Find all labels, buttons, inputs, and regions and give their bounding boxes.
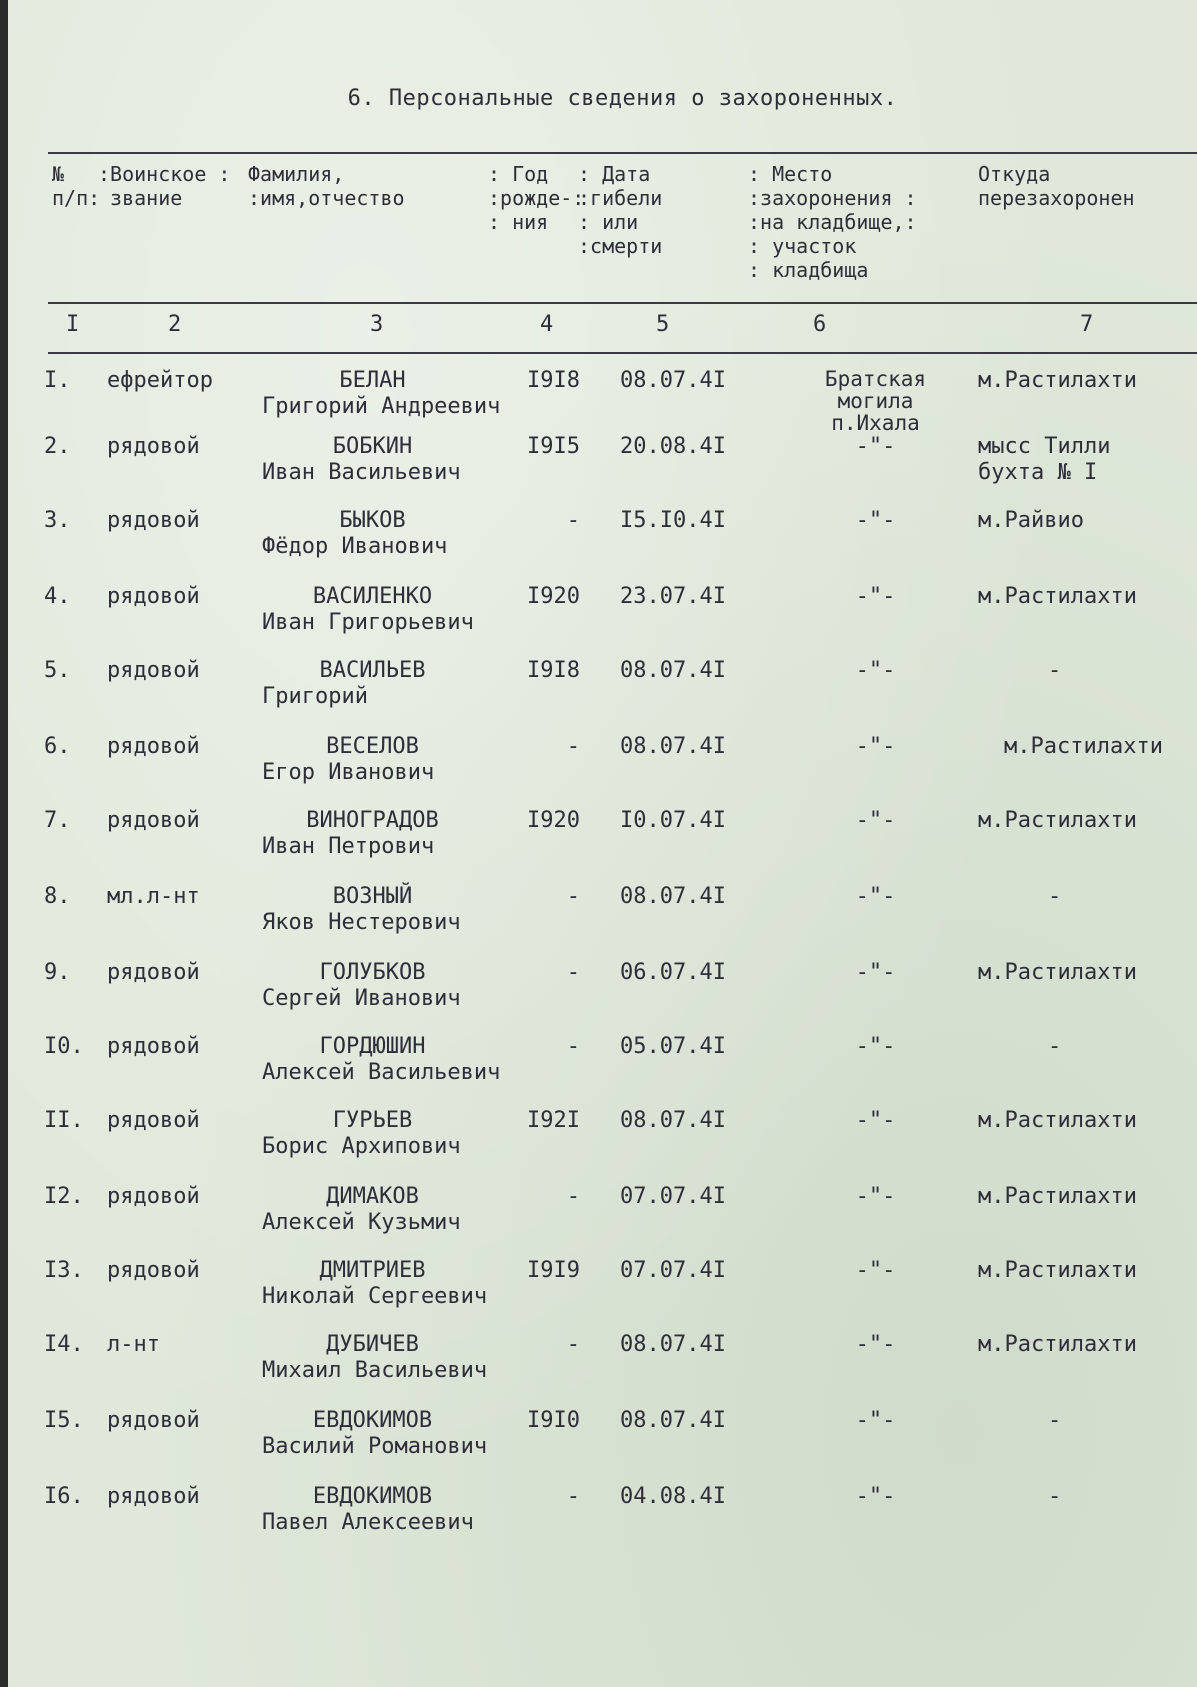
table-row: [8, 1484, 1197, 1559]
surname: ДМИТРИЕВ: [319, 1258, 426, 1283]
header-line: :захоронения :: [748, 186, 917, 210]
table-row: [8, 658, 1197, 733]
military-rank: рядовой: [107, 808, 200, 833]
header-line: : Год: [488, 162, 549, 186]
burial-place: -"-: [855, 808, 896, 833]
birth-year: -: [566, 1332, 580, 1357]
death-date: 08.07.4I: [620, 884, 726, 909]
death-date: 08.07.4I: [620, 1332, 726, 1357]
table-row: [8, 584, 1197, 659]
first-and-patronymic: Алексей Кузьмич: [262, 1210, 461, 1235]
table-row: [8, 1258, 1197, 1333]
table-row: [8, 368, 1197, 443]
birth-year: -: [566, 508, 580, 533]
header-line: :гибели: [578, 186, 663, 210]
reburied-from: м.Растилахти: [978, 960, 1137, 985]
row-number: I3.: [44, 1258, 84, 1283]
burial-place: -"-: [855, 508, 896, 533]
column-number: 4: [540, 312, 554, 337]
header-line: Фамилия,: [248, 162, 345, 186]
first-and-patronymic: Николай Сергеевич: [262, 1284, 488, 1309]
column-number: 2: [168, 312, 182, 337]
reburied-from: м.Растилахти: [978, 1108, 1137, 1133]
military-rank: ефрейтор: [107, 368, 213, 393]
column-number: 6: [813, 312, 827, 337]
header-line: Откуда: [978, 162, 1051, 186]
surname: ВЕСЕЛОВ: [326, 734, 419, 759]
header-bottom-rule: [48, 352, 1197, 354]
death-date: 04.08.4I: [620, 1484, 726, 1509]
military-rank: рядовой: [107, 960, 200, 985]
header-line: :имя,отчество: [248, 186, 405, 210]
header-line: :смерти: [578, 234, 663, 258]
surname: ГОЛУБКОВ: [319, 960, 426, 985]
surname: ДУБИЧЕВ: [326, 1332, 419, 1357]
death-date: 23.07.4I: [620, 584, 726, 609]
death-date: 08.07.4I: [620, 1408, 726, 1433]
death-date: 07.07.4I: [620, 1184, 726, 1209]
reburied-from: мысс Тилли бухта № I: [978, 434, 1111, 485]
reburied-from: -: [1048, 1484, 1062, 1509]
military-rank: рядовой: [107, 584, 200, 609]
death-date: 08.07.4I: [620, 734, 726, 759]
header-birth-year: [488, 162, 584, 234]
surname: ГОРДЮШИН: [319, 1034, 426, 1059]
military-rank: рядовой: [107, 1108, 200, 1133]
birth-year: -: [566, 884, 580, 909]
header-line: : или: [578, 210, 639, 234]
reburied-from: -: [1048, 658, 1062, 683]
header-top-rule: [48, 152, 1197, 154]
row-number: I4.: [44, 1332, 84, 1357]
table-row: [8, 434, 1197, 509]
table-row: [8, 960, 1197, 1035]
reburied-from: м.Растилахти: [978, 808, 1137, 833]
first-and-patronymic: Егор Иванович: [262, 760, 435, 785]
row-number: 7.: [44, 808, 71, 833]
reburied-from: м.Райвио: [978, 508, 1084, 533]
header-line: №: [52, 162, 65, 186]
burial-place: -"-: [855, 584, 896, 609]
death-date: 08.07.4I: [620, 658, 726, 683]
column-number: 5: [656, 312, 670, 337]
surname: ЕВДОКИМОВ: [312, 1408, 433, 1433]
military-rank: мл.л-нт: [107, 884, 200, 909]
first-and-patronymic: Борис Архипович: [262, 1134, 461, 1159]
burial-place: -"-: [855, 434, 896, 459]
reburied-from: -: [1048, 1034, 1062, 1059]
table-row: [8, 884, 1197, 959]
header-line: перезахоронен: [978, 186, 1135, 210]
row-number: II.: [44, 1108, 84, 1133]
surname: ВОЗНЫЙ: [332, 884, 413, 909]
death-date: 08.07.4I: [620, 368, 726, 393]
first-and-patronymic: Михаил Васильевич: [262, 1358, 488, 1383]
birth-year: I92I: [527, 1108, 580, 1133]
header-line: : Дата: [578, 162, 651, 186]
burial-place: -"-: [855, 1332, 896, 1357]
header-line: звание: [98, 186, 183, 210]
death-date: 20.08.4I: [620, 434, 726, 459]
table-row: [8, 1332, 1197, 1407]
death-date: 07.07.4I: [620, 1258, 726, 1283]
burial-place: -"-: [855, 960, 896, 985]
first-and-patronymic: Григорий Андреевич: [262, 394, 501, 419]
birth-year: I920: [527, 584, 580, 609]
first-and-patronymic: Павел Алексеевич: [262, 1510, 474, 1535]
first-and-patronymic: Иван Григорьевич: [262, 610, 474, 635]
reburied-from: м.Растилахти: [978, 1332, 1137, 1357]
birth-year: I9I5: [527, 434, 580, 459]
burial-place: -"-: [855, 1034, 896, 1059]
table-row: [8, 508, 1197, 583]
military-rank: рядовой: [107, 1034, 200, 1059]
header-line: : Место: [748, 162, 833, 186]
reburied-from: -: [1048, 884, 1062, 909]
document-page: [8, 0, 1197, 1687]
row-number: 2.: [44, 434, 71, 459]
first-and-patronymic: Яков Нестерович: [262, 910, 461, 935]
row-number: 5.: [44, 658, 71, 683]
death-date: I0.07.4I: [620, 808, 726, 833]
table-row: [8, 734, 1197, 809]
burial-place: Братская могила п.Ихала: [824, 367, 927, 435]
column-number: 7: [1080, 312, 1094, 337]
row-number: 4.: [44, 584, 71, 609]
first-and-patronymic: Григорий: [262, 684, 368, 709]
military-rank: рядовой: [107, 1258, 200, 1283]
column-number: 3: [370, 312, 384, 337]
first-and-patronymic: Василий Романович: [262, 1434, 488, 1459]
first-and-patronymic: Иван Петрович: [262, 834, 435, 859]
death-date: 05.07.4I: [620, 1034, 726, 1059]
surname: БЕЛАН: [339, 368, 406, 393]
military-rank: рядовой: [107, 1184, 200, 1209]
military-rank: рядовой: [107, 1484, 200, 1509]
birth-year: I9I9: [527, 1258, 580, 1283]
row-number: I.: [44, 368, 71, 393]
table-row: [8, 1034, 1197, 1109]
header-death-date: [578, 162, 662, 258]
birth-year: -: [566, 734, 580, 759]
military-rank: л-нт: [107, 1332, 160, 1357]
reburied-from: м.Растилахти: [978, 1184, 1137, 1209]
birth-year: -: [566, 1184, 580, 1209]
burial-place: -"-: [855, 1108, 896, 1133]
birth-year: -: [566, 1484, 580, 1509]
table-row: [8, 1408, 1197, 1483]
row-number: 6.: [44, 734, 71, 759]
birth-year: I9I8: [527, 368, 580, 393]
column-number: I: [66, 312, 80, 337]
row-number: 3.: [44, 508, 71, 533]
table-row: [8, 1184, 1197, 1259]
reburied-from: -: [1048, 1408, 1062, 1433]
birth-year: I920: [527, 808, 580, 833]
reburied-from: м.Растилахти: [978, 1258, 1137, 1283]
page-title: 6. Персональные сведения о захороненных.: [347, 86, 898, 111]
surname: ЕВДОКИМОВ: [312, 1484, 433, 1509]
header-reburied-from: [978, 162, 1135, 210]
military-rank: рядовой: [107, 734, 200, 759]
death-date: I5.I0.4I: [620, 508, 726, 533]
burial-place: -"-: [855, 1258, 896, 1283]
header-line: : ния: [488, 210, 549, 234]
birth-year: -: [566, 1034, 580, 1059]
table-row: [8, 1108, 1197, 1183]
reburied-from: м.Растилахти: [978, 584, 1137, 609]
first-and-patronymic: Алексей Васильевич: [262, 1060, 501, 1085]
header-rank: [98, 162, 230, 210]
row-number: I6.: [44, 1484, 84, 1509]
header-line: п/п:: [52, 186, 101, 210]
burial-place: -"-: [855, 734, 896, 759]
military-rank: рядовой: [107, 508, 200, 533]
death-date: 06.07.4I: [620, 960, 726, 985]
surname: БЫКОВ: [339, 508, 406, 533]
first-and-patronymic: Фёдор Иванович: [262, 534, 448, 559]
surname: БОБКИН: [332, 434, 413, 459]
burial-place: -"-: [855, 1408, 896, 1433]
header-line: :Воинское :: [98, 162, 231, 186]
header-line: :на кладбище,:: [748, 210, 917, 234]
reburied-from: м.Растилахти: [978, 368, 1137, 393]
first-and-patronymic: Сергей Иванович: [262, 986, 461, 1011]
military-rank: рядовой: [107, 1408, 200, 1433]
surname: ВАСИЛЕНКО: [312, 584, 433, 609]
surname: ДИМАКОВ: [326, 1184, 419, 1209]
header-line: : участок: [748, 234, 857, 258]
row-number: 9.: [44, 960, 71, 985]
table-row: [8, 808, 1197, 883]
military-rank: рядовой: [107, 434, 200, 459]
birth-year: I9I8: [527, 658, 580, 683]
surname: ВИНОГРАДОВ: [306, 808, 439, 833]
death-date: 08.07.4I: [620, 1108, 726, 1133]
burial-place: -"-: [855, 658, 896, 683]
row-number: I2.: [44, 1184, 84, 1209]
header-name: [248, 162, 405, 210]
header-burial-place: [748, 162, 917, 282]
surname: ГУРЬЕВ: [332, 1108, 413, 1133]
row-number: 8.: [44, 884, 71, 909]
burial-place: -"-: [855, 884, 896, 909]
surname: ВАСИЛЬЕВ: [319, 658, 426, 683]
birth-year: I9I0: [527, 1408, 580, 1433]
first-and-patronymic: Иван Васильевич: [262, 460, 461, 485]
header-middle-rule: [48, 302, 1197, 304]
header-line: : кладбища: [748, 258, 869, 282]
header-number: [52, 162, 100, 210]
burial-place: -"-: [855, 1484, 896, 1509]
burial-place: -"-: [855, 1184, 896, 1209]
military-rank: рядовой: [107, 658, 200, 683]
header-line: :рожде-:: [488, 186, 585, 210]
reburied-from: м.Растилахти: [1004, 734, 1163, 759]
row-number: I5.: [44, 1408, 84, 1433]
row-number: I0.: [44, 1034, 84, 1059]
birth-year: -: [566, 960, 580, 985]
